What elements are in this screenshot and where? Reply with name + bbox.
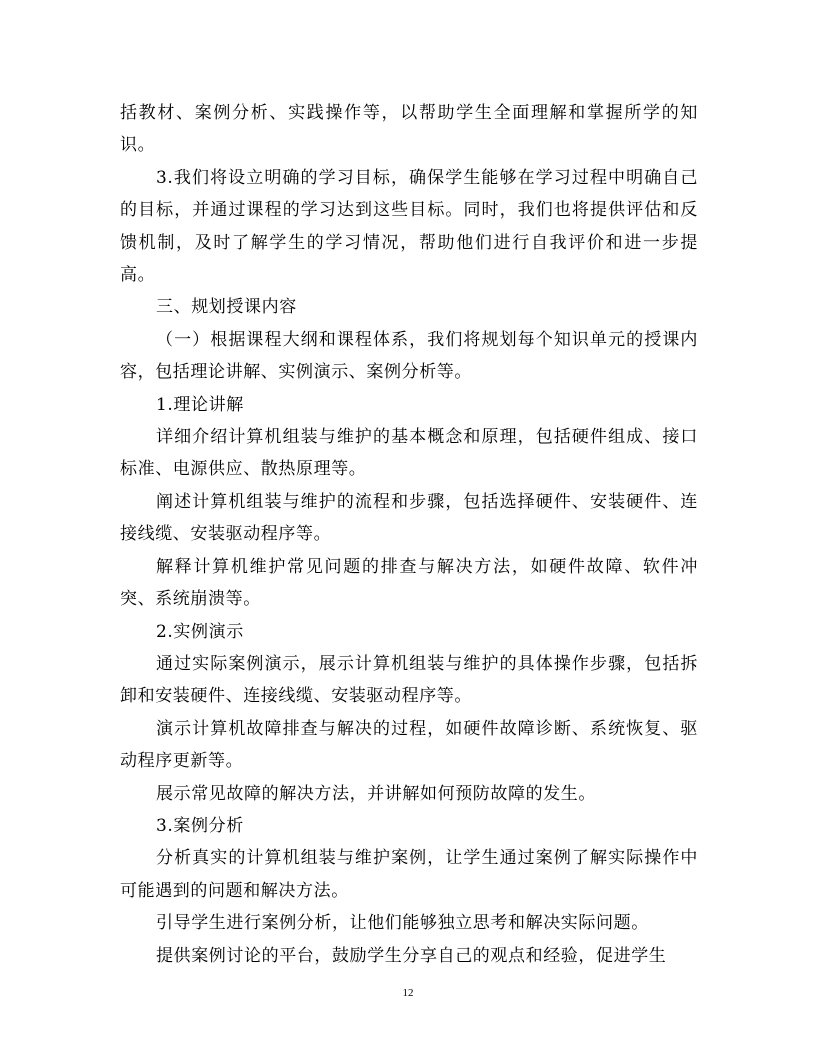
page-number: 12	[402, 987, 414, 999]
paragraph-theory-process: 阐述计算机组装与维护的流程和步骤，包括选择硬件、安装硬件、连接线缆、安装驱动程序等。	[120, 491, 698, 545]
paragraph-theory-troubleshooting: 解释计算机维护常见问题的排查与解决方法，如硬件故障、软件冲突、系统崩溃等。	[120, 556, 698, 610]
subheading-case-analysis: 3.案例分析	[156, 815, 244, 836]
paragraph-theory-intro: 详细介绍计算机组装与维护的基本概念和原理，包括硬件组成、接口标准、电源供应、散热原理等。	[120, 427, 698, 480]
subheading-demo: 2.实例演示	[156, 621, 244, 642]
paragraph-continuation: 括教材、案例分析、实践操作等，以帮助学生全面理解和掌握所学的知识。	[120, 103, 698, 156]
paragraph-demo-faults: 演示计算机故障排查与解决的过程，如硬件故障诊断、系统恢复、驱动程序更新等。	[120, 718, 698, 772]
paragraph-learning-goals: 3.我们将设立明确的学习目标，确保学生能够在学习过程中明确自己的目标，并通过课程的学习达到这些目标。同时，我们也将提供评估和反馈机制，及时了解学生的学习情况，帮助他们进行自我评价和进一步提高。	[120, 167, 698, 286]
paragraph-case-discussion: 提供案例讨论的平台，鼓励学生分享自己的观点和经验，促进学生	[156, 945, 667, 966]
paragraph-case-real: 分析真实的计算机组装与维护案例，让学生通过案例了解实际操作中可能遇到的问题和解决方法。	[120, 848, 698, 901]
document-body	[120, 97, 698, 972]
paragraph-case-guide: 引导学生进行案例分析，让他们能够独立思考和解决实际问题。	[156, 913, 649, 934]
paragraph-demo-cases: 通过实际案例演示，展示计算机组装与维护的具体操作步骤，包括拆卸和安装硬件、连接线缆、安装驱动程序等。	[120, 653, 698, 707]
subheading-theory: 1.理论讲解	[156, 394, 244, 415]
section-heading-plan-content: 三、规划授课内容	[156, 297, 297, 318]
paragraph-subsection-one: （一）根据课程大纲和课程体系，我们将规划每个知识单元的授课内容，包括理论讲解、实例演示、案例分析等。	[120, 329, 698, 383]
paragraph-demo-solutions: 展示常见故障的解决方法，并讲解如何预防故障的发生。	[156, 783, 596, 804]
